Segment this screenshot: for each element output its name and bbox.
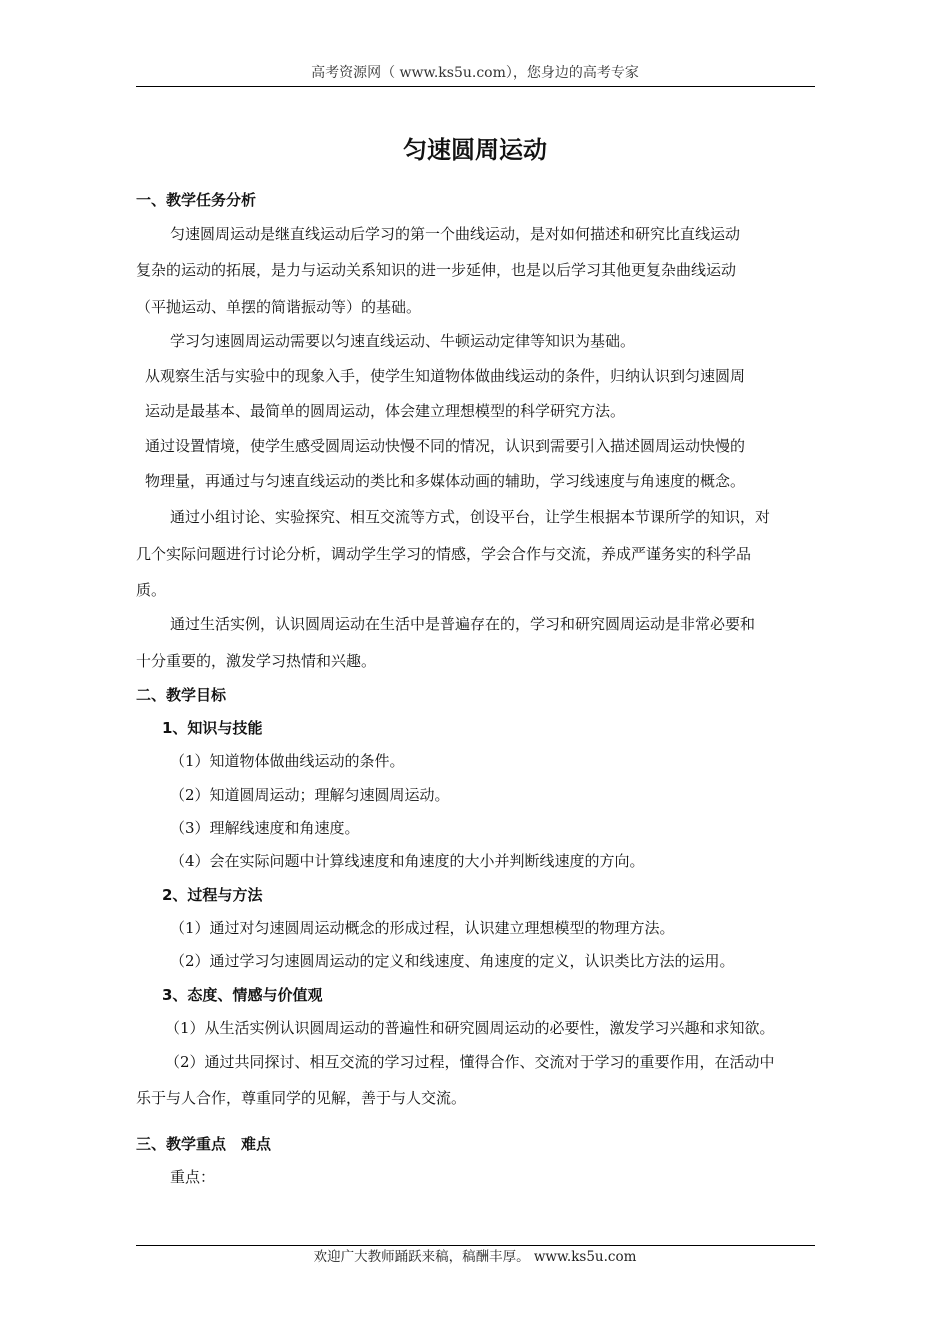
footer-rule xyxy=(136,1245,815,1246)
page-header: 高考资源网（ www.ks5u.com），您身边的高考专家 xyxy=(311,65,639,81)
paragraph-line: 从观察生活与实验中的现象入手，使学生知道物体做曲线运动的条件，归纳认识到匀速圆周 xyxy=(145,367,746,385)
paragraph-line: 通过生活实例，认识圆周运动在生活中是普遍存在的，学习和研究圆周运动是非常必要和 xyxy=(170,615,756,633)
page-footer: 欢迎广大教师踊跃来稿，稿酬丰厚。 www.ks5u.com xyxy=(313,1249,637,1265)
list-item: （1）从生活实例认识圆周运动的普遍性和研究圆周运动的必要性，激发学习兴趣和求知欲。 xyxy=(165,1019,775,1037)
section-heading-key-points: 三、教学重点 难点 xyxy=(136,1135,272,1153)
list-item: 乐于与人合作，尊重同学的见解，善于与人交流。 xyxy=(136,1089,467,1107)
list-item: （3）理解线速度和角速度。 xyxy=(170,819,360,837)
paragraph-line: 运动是最基本、最简单的圆周运动，体会建立理想模型的科学研究方法。 xyxy=(145,402,626,420)
subheading-knowledge-skills: 1、知识与技能 xyxy=(162,719,263,737)
key-points-label: 重点： xyxy=(170,1168,216,1186)
list-item: （4）会在实际问题中计算线速度和角速度的大小并判断线速度的方向。 xyxy=(170,852,645,870)
subheading-process-methods: 2、过程与方法 xyxy=(162,886,263,904)
paragraph-line: 匀速圆周运动是继直线运动后学习的第一个曲线运动，是对如何描述和研究比直线运动 xyxy=(170,225,741,243)
section-heading-teaching-goals: 二、教学目标 xyxy=(136,686,227,704)
list-item: （2）通过共同探讨、相互交流的学习过程，懂得合作、交流对于学习的重要作用，在活动中 xyxy=(165,1053,775,1071)
document-title: 匀速圆周运动 xyxy=(403,135,547,164)
list-item: （2）通过学习匀速圆周运动的定义和线速度、角速度的定义，认识类比方法的运用。 xyxy=(170,952,735,970)
paragraph-line: （平抛运动、单摆的简谐振动等）的基础。 xyxy=(136,298,422,316)
paragraph-line: 物理量，再通过与匀速直线运动的类比和多媒体动画的辅助，学习线速度与角速度的概念。 xyxy=(145,472,746,490)
header-rule xyxy=(136,86,815,87)
paragraph-line: 通过设置情境，使学生感受圆周运动快慢不同的情况，认识到需要引入描述圆周运动快慢的 xyxy=(145,437,746,455)
paragraph-line: 质。 xyxy=(136,581,167,599)
list-item: （1）知道物体做曲线运动的条件。 xyxy=(170,752,405,770)
paragraph-line: 几个实际问题进行讨论分析，调动学生学习的情感，学会合作与交流，养成严谨务实的科学品 xyxy=(136,545,752,563)
paragraph-line: 十分重要的，激发学习热情和兴趣。 xyxy=(136,652,377,670)
subheading-attitudes-values: 3、态度、情感与价值观 xyxy=(162,986,323,1004)
list-item: （1）通过对匀速圆周运动概念的形成过程，认识建立理想模型的物理方法。 xyxy=(170,919,675,937)
paragraph-line: 复杂的运动的拓展，是力与运动关系知识的进一步延伸，也是以后学习其他更复杂曲线运动 xyxy=(136,261,737,279)
paragraph-line: 通过小组讨论、实验探究、相互交流等方式，创设平台，让学生根据本节课所学的知识，对 xyxy=(170,508,771,526)
section-heading-task-analysis: 一、教学任务分析 xyxy=(136,191,257,209)
paragraph-line: 学习匀速圆周运动需要以匀速直线运动、牛顿运动定律等知识为基础。 xyxy=(170,332,636,350)
list-item: （2）知道圆周运动；理解匀速圆周运动。 xyxy=(170,786,450,804)
